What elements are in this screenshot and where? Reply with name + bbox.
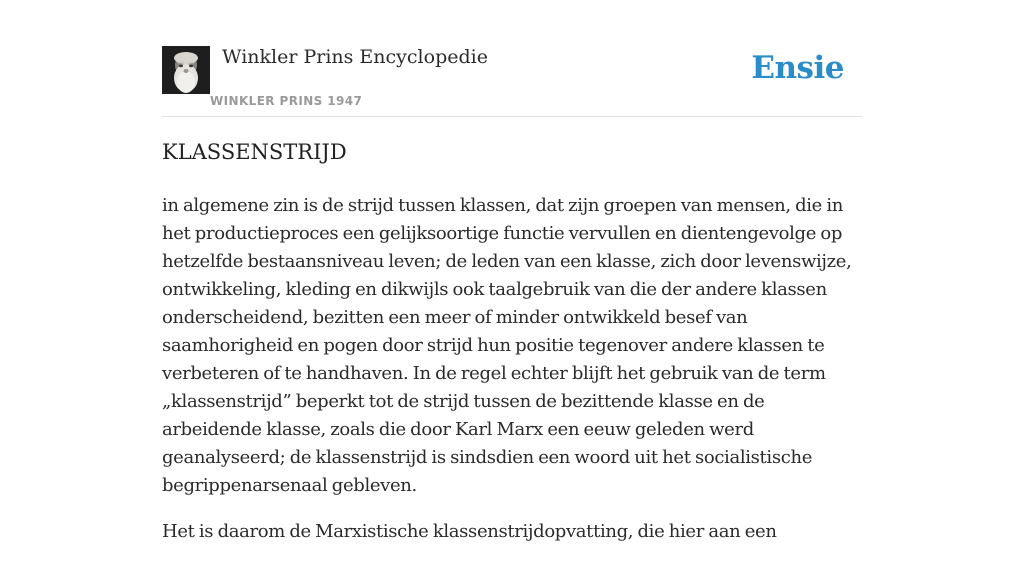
page bbox=[162, 0, 862, 542]
bearded-man-portrait-icon bbox=[162, 46, 210, 94]
article-body bbox=[162, 192, 864, 564]
header bbox=[162, 0, 862, 117]
paragraph: Het is daarom de Marxistische klassenstrijdopvatting, die hier aan een bbox=[162, 521, 777, 542]
article-title: KLASSENSTRIJD bbox=[162, 140, 347, 164]
edition-label[interactable]: WINKLER PRINS 1947 bbox=[210, 94, 363, 108]
avatar[interactable] bbox=[162, 46, 210, 94]
paragraph: in algemene zin is de strijd tussen klassen, dat zijn groepen van mensen, die in het productieproces een gelijksoortige functie vervullen en dientengevolge op hetzelfde bestaansniveau leven; de leden van een klasse, zich door levenswijze, ontwikkeling, kleding en dikwijls ook taalgebruik van die der andere klassen onderscheidend, bezitten een meer of minder ontwikkeld besef van saamhorigheid en pogen door strijd hun positie tegenover andere klassen te verbeteren of te handhaven. In de regel echter blijft het gebruik van de term „klassenstrijd” beperkt tot de strijd tussen de bezittende klasse en de arbeidende klasse, zoals die door Karl Marx een eeuw geleden werd geanalyseerd; de klassenstrijd is sindsdien een woord uit het socialistische begrippenarsenaal gebleven. bbox=[162, 195, 852, 496]
brand-logo[interactable]: Ensie bbox=[751, 50, 844, 86]
site-title[interactable]: Winkler Prins Encyclopedie bbox=[222, 46, 488, 68]
